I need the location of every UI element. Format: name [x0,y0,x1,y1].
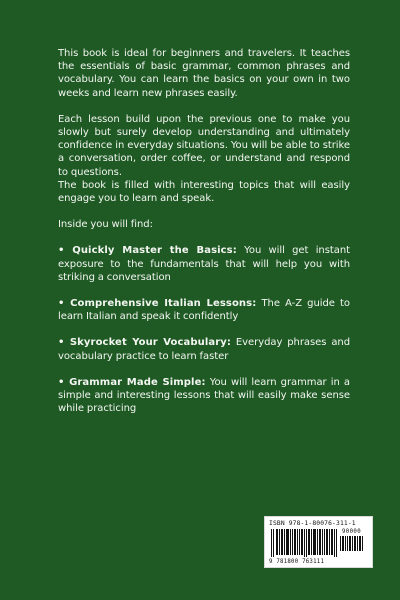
barcode-icon [271,529,339,557]
bullet-description: The A-Z guide to learn Italian and speak it confidently [58,298,350,323]
bullet-title: • Comprehensive Italian Lessons: [58,298,257,310]
bullet-title: • Quickly Master the Basics: [58,245,237,257]
ean-number: 9 781800 763111 [269,559,325,565]
description-text-block [58,47,350,415]
lesson-paragraph: Each lesson build upon the previous one to make you slowly but surely develop understanding and ultimately confidence in everyday situations. You will be able to strike a conversation, order coffee, or understand and respond to questions. [58,113,350,178]
bullet-title: • Skyrocket Your Vocabulary: [58,337,231,349]
isbn-barcode-panel [264,516,373,568]
intro-paragraph: This book is ideal for beginners and travelers. It teaches the essentials of basic grammar, common phrases and vocabulary. You can learn the basics on your own in two weeks and learn new phrases easily. [58,48,350,99]
bullet-item [58,244,350,284]
bullet-description: Everyday phrases and vocabulary practice to learn faster [58,337,350,362]
inside-heading: Inside you will find: [58,219,153,231]
bullet-description: You will get instant exposure to the fundamentals that will help you with striking a conversation [58,245,350,283]
price-code-label: 90000 [341,529,362,535]
bullet-description: You will learn grammar in a simple and interesting lessons that will easily make sense while practicing [58,376,350,415]
topics-paragraph: The book is filled with interesting topics that will easily engage you to learn and speak. [58,179,350,205]
bullet-item [58,376,350,416]
price-barcode-icon [339,536,364,551]
bullet-item [58,297,350,323]
bullet-item [58,336,350,362]
isbn-label: ISBN 978-1-80076-311-1 [269,520,356,527]
bullet-title: • Grammar Made Simple: [58,376,206,388]
price-code-area [339,529,364,551]
